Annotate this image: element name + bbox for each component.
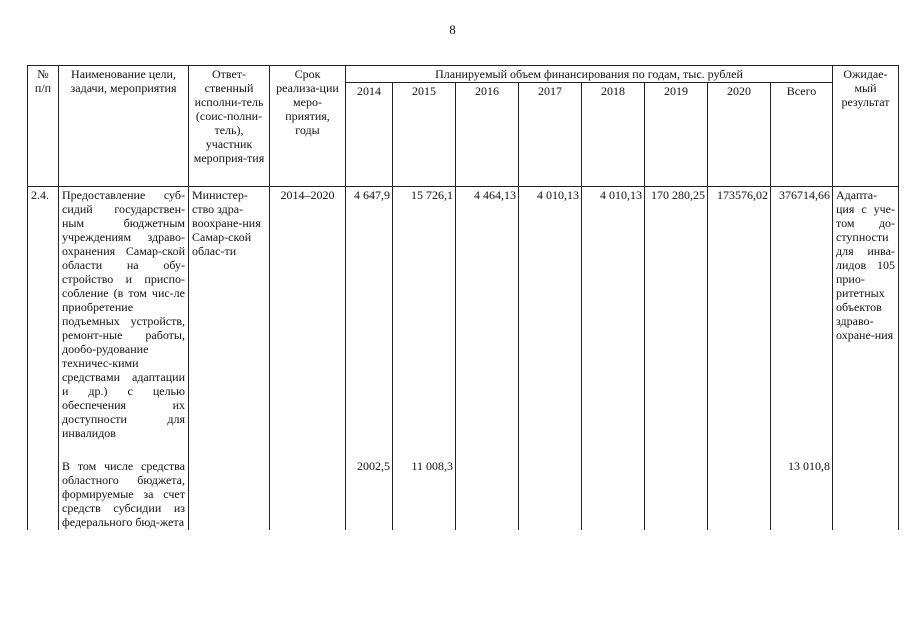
row-value bbox=[456, 441, 519, 530]
header-name: Наименование цели, задачи, мероприятия bbox=[59, 66, 189, 187]
row-term bbox=[270, 441, 346, 530]
table-row bbox=[28, 441, 899, 530]
row-executor bbox=[189, 441, 270, 530]
row-name: В том числе средства областного бюджета, формируемые за счет средств субсидии из федерального бюд-жета bbox=[59, 441, 189, 530]
header-year: 2016 bbox=[456, 83, 519, 187]
header-year: 2015 bbox=[393, 83, 456, 187]
row-value: 2002,5 bbox=[346, 441, 393, 530]
header-term: Срок реализа-ции меро-приятия, годы bbox=[270, 66, 346, 187]
row-value bbox=[645, 441, 708, 530]
row-value bbox=[708, 441, 771, 530]
row-value: 4 010,13 bbox=[582, 187, 645, 442]
row-value: 4 464,13 bbox=[456, 187, 519, 442]
header-year: 2020 bbox=[708, 83, 771, 187]
row-executor: Министер-ство здра-воохране-ния Самар-ской облас-ти bbox=[189, 187, 270, 442]
row-num: 2.4. bbox=[28, 187, 59, 442]
header-year: 2014 bbox=[346, 83, 393, 187]
header-result: Ожидае-мый результат bbox=[833, 66, 899, 187]
header-funding: Планируемый объем финансирования по годам, тыс. рублей bbox=[346, 66, 833, 83]
row-value: 170 280,25 bbox=[645, 187, 708, 442]
row-value bbox=[582, 441, 645, 530]
page-number: 8 bbox=[449, 22, 456, 37]
row-total: 376714,66 bbox=[771, 187, 833, 442]
row-value: 4 010,13 bbox=[519, 187, 582, 442]
row-value: 15 726,1 bbox=[393, 187, 456, 442]
financing-table bbox=[27, 65, 899, 530]
row-num bbox=[28, 441, 59, 530]
header-num: № п/п bbox=[28, 66, 59, 187]
header-year: 2018 bbox=[582, 83, 645, 187]
row-value: 4 647,9 bbox=[346, 187, 393, 442]
row-value: 11 008,3 bbox=[393, 441, 456, 530]
table-row bbox=[28, 187, 899, 442]
row-term: 2014–2020 bbox=[270, 187, 346, 442]
header-total: Всего bbox=[771, 83, 833, 187]
row-result bbox=[833, 441, 899, 530]
header-year: 2017 bbox=[519, 83, 582, 187]
row-name: Предоставление суб-сидий государствен-ным бюджетным учреждениям здраво-охранения Самар-ской области на обу-стройство и приспо-собление (в том чис-ле приобретение подъемных устройств, ремонт-ные работы, дообо-рудование техничес-кими средствами адаптации и др.) с целью обеспечения их доступности для инвалидов bbox=[59, 187, 189, 442]
row-total: 13 010,8 bbox=[771, 441, 833, 530]
header-year: 2019 bbox=[645, 83, 708, 187]
row-result: Адапта-ция с уче-том до-ступности для инва-лидов 105 прио-ритетных объектов здраво-охране-ния bbox=[833, 187, 899, 442]
row-value bbox=[519, 441, 582, 530]
header-executor: Ответ-ственный исполни-тель (соис-полни-тель), участник мероприя-тия bbox=[189, 66, 270, 187]
row-value: 173576,02 bbox=[708, 187, 771, 442]
